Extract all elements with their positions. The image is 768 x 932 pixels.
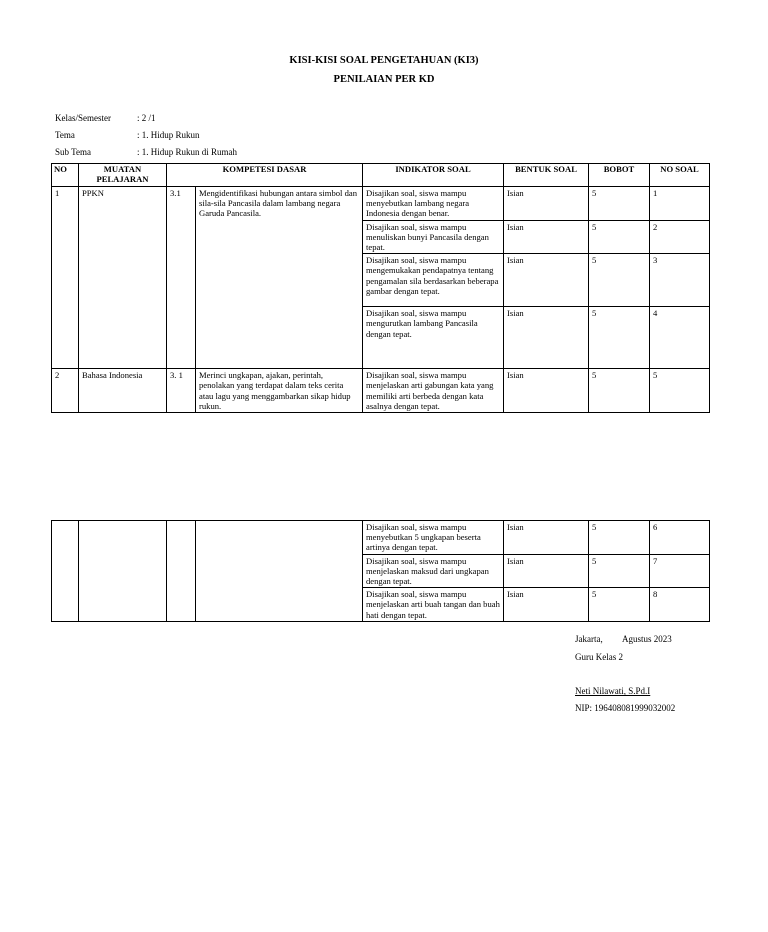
cell-indikator: Disajikan soal, siswa mampu menyebutkan 5 ungkapan beserta artinya dengan tepat. — [363, 521, 504, 555]
header-indikator: INDIKATOR SOAL — [363, 164, 504, 187]
cell-bobot: 5 — [589, 369, 650, 413]
cell-nosoal: 7 — [650, 554, 710, 588]
cell-bobot: 5 — [589, 220, 650, 254]
cell-bobot: 5 — [589, 521, 650, 555]
cell-nosoal: 2 — [650, 220, 710, 254]
cell-no: 1 — [52, 187, 79, 369]
cell-kd-number: 3.1 — [167, 187, 196, 369]
meta-label-subtema: Sub Tema — [55, 147, 91, 157]
meta-label-tema: Tema — [55, 130, 75, 140]
cell-kd-number — [167, 521, 196, 622]
signature-nip: NIP: 196408081999032002 — [575, 703, 676, 713]
cell-kd-number: 3. 1 — [167, 369, 196, 413]
cell-nosoal: 8 — [650, 588, 710, 622]
header-bentuk: BENTUK SOAL — [504, 164, 589, 187]
cell-indikator: Disajikan soal, siswa mampu mengemukakan pendapatnya tentang pengamalan sila berdasarkan beberapa gambar dengan tepat. — [363, 254, 504, 307]
document-title: KISI-KISI SOAL PENGETAHUAN (KI3) — [289, 55, 479, 66]
signature-name: Neti Nilawati, S.Pd.I — [575, 686, 651, 696]
signature-date: Agustus 2023 — [622, 634, 672, 644]
cell-muatan — [79, 521, 167, 622]
cell-bentuk: Isian — [504, 588, 589, 622]
cell-bobot: 5 — [589, 588, 650, 622]
cell-muatan: PPKN — [79, 187, 167, 369]
cell-bobot: 5 — [589, 187, 650, 221]
cell-bentuk: Isian — [504, 307, 589, 369]
cell-kd-text: Mengidentifikasi hubungan antara simbol dan sila-sila Pancasila dalam lambang negara Garuda Pancasila. — [196, 187, 363, 369]
cell-bobot: 5 — [589, 254, 650, 307]
meta-label-kelas: Kelas/Semester — [55, 113, 111, 123]
cell-indikator: Disajikan soal, siswa mampu menyebutkan lambang negara Indonesia dengan benar. — [363, 187, 504, 221]
document-subtitle: PENILAIAN PER KD — [333, 74, 435, 85]
cell-no: 2 — [52, 369, 79, 413]
meta-value-tema: : 1. Hidup Rukun — [137, 130, 200, 140]
cell-bentuk: Isian — [504, 187, 589, 221]
cell-nosoal: 6 — [650, 521, 710, 555]
cell-bentuk: Isian — [504, 521, 589, 555]
cell-indikator: Disajikan soal, siswa mampu mengurutkan lambang Pancasila dengan tepat. — [363, 307, 504, 369]
cell-nosoal: 3 — [650, 254, 710, 307]
signature-role: Guru Kelas 2 — [575, 652, 623, 662]
header-bobot: BOBOT — [589, 164, 650, 187]
header-kompetensi: KOMPETESI DASAR — [167, 164, 363, 187]
cell-nosoal: 1 — [650, 187, 710, 221]
cell-bentuk: Isian — [504, 254, 589, 307]
signature-place: Jakarta, — [575, 634, 603, 644]
cell-nosoal: 4 — [650, 307, 710, 369]
header-muatan: MUATAN PELAJARAN — [79, 164, 167, 187]
meta-value-kelas: : 2 /1 — [137, 113, 156, 123]
kisi-table-page2 — [51, 520, 710, 622]
cell-no — [52, 521, 79, 622]
cell-indikator: Disajikan soal, siswa mampu menjelaskan arti buah tangan dan buah hati dengan tepat. — [363, 588, 504, 622]
table-header-row — [52, 164, 710, 187]
header-no: NO — [52, 164, 79, 187]
cell-bobot: 5 — [589, 554, 650, 588]
cell-bentuk: Isian — [504, 220, 589, 254]
table-row — [52, 521, 710, 555]
meta-value-subtema: : 1. Hidup Rukun di Rumah — [137, 147, 238, 157]
header-nosoal: NO SOAL — [650, 164, 710, 187]
cell-kd-text — [196, 521, 363, 622]
cell-bentuk: Isian — [504, 369, 589, 413]
cell-bentuk: Isian — [504, 554, 589, 588]
cell-nosoal: 5 — [650, 369, 710, 413]
cell-kd-text: Merinci ungkapan, ajakan, perintah, penolakan yang terdapat dalam teks cerita atau lagu yang menggambarkan sikap hidup rukun. — [196, 369, 363, 413]
table-row — [52, 369, 710, 413]
cell-indikator: Disajikan soal, siswa mampu menjelaskan arti gabungan kata yang memiliki arti berbeda dengan kata asalnya dengan tepat. — [363, 369, 504, 413]
cell-indikator: Disajikan soal, siswa mampu menjelaskan maksud dari ungkapan dengan tepat. — [363, 554, 504, 588]
cell-muatan: Bahasa Indonesia — [79, 369, 167, 413]
cell-indikator: Disajikan soal, siswa mampu menuliskan bunyi Pancasila dengan tepat. — [363, 220, 504, 254]
cell-bobot: 5 — [589, 307, 650, 369]
table-row — [52, 187, 710, 221]
kisi-table-page1 — [51, 163, 710, 413]
